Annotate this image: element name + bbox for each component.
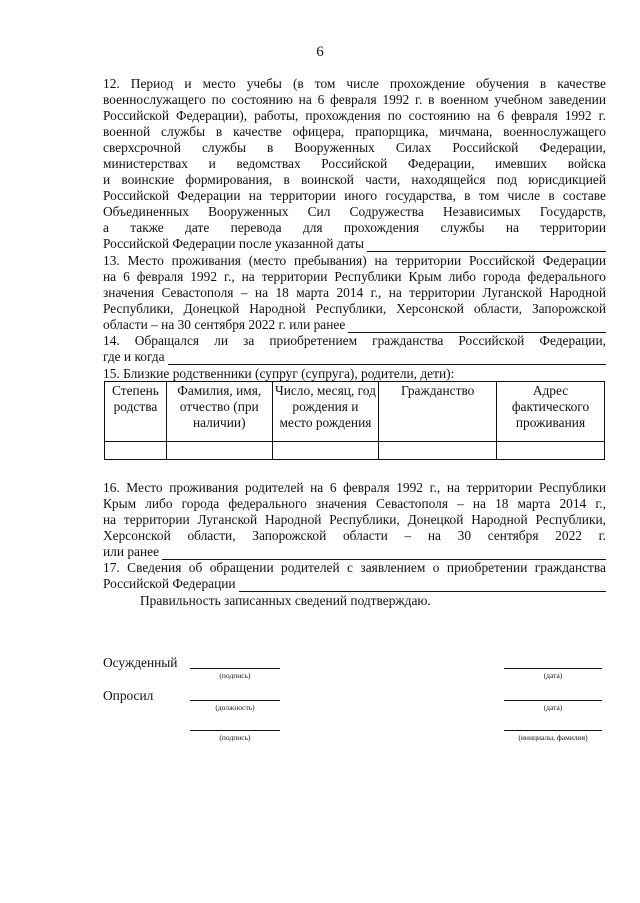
column-header-citizenship: Гражданство <box>379 382 497 442</box>
item12-line: военнослужащего по состоянию на 6 февраля 1992 г. в военном учебном заведении <box>103 92 606 107</box>
item13-line: Республики, Донецкой Народной Республики, Херсонской области, Запорожской <box>103 301 606 316</box>
table-cell[interactable] <box>166 442 272 460</box>
item13-last-line: области – на 30 сентября 2022 г. или ранее <box>103 317 346 332</box>
item17-answer-field[interactable] <box>239 579 606 592</box>
interviewer-name-line[interactable] <box>504 730 602 731</box>
item12-line: министерствах и ведомствах Российской Федерации, имевших войска <box>103 156 606 171</box>
item16-answer-row <box>103 544 606 560</box>
item16-line: Херсонской области, Запорожской области – на 30 сентября 2022 г. <box>103 528 606 543</box>
column-header-relation: Степень родства <box>105 382 167 442</box>
item13-line: на 6 февраля 1992 г., на территории Республики Крым либо города федерального <box>103 269 606 284</box>
table-cell[interactable] <box>497 442 605 460</box>
item12-line: сверхсрочной службы в Вооруженных Силах Российской Федерации, <box>103 140 606 155</box>
item14-last-line: где и когда <box>103 349 165 364</box>
caption-position: (должность) <box>215 703 255 712</box>
item12-line: 12. Период и место учебы (в том числе прохождение обучения в качестве <box>103 76 606 91</box>
convicted-label: Осужденный <box>103 655 178 670</box>
convicted-date-line[interactable] <box>504 668 602 669</box>
item12-last-line: Российской Федерации после указанной даты <box>103 236 365 251</box>
convicted-signature-line[interactable] <box>190 668 280 669</box>
item16-line: на территории Луганской Народной Республики, Донецкой Народной Республики, <box>103 512 606 527</box>
confirmation-text: Правильность записанных сведений подтверждаю. <box>140 593 431 608</box>
item16-line: 16. Место проживания родителей на 6 февраля 1992 г., на территории Республики <box>103 480 606 495</box>
item17-answer-row <box>103 576 606 592</box>
item12-line: Российской Федерации), работы, прохождения по состоянию на 6 февраля 1992 г. <box>103 108 606 123</box>
interviewer-label: Опросил <box>103 688 154 703</box>
item15-title: 15. Близкие родственники (супруг (супруга), родители, дети): <box>103 366 455 381</box>
table-cell[interactable] <box>272 442 379 460</box>
item13-answer-field[interactable] <box>348 320 606 333</box>
relatives-table <box>104 381 605 460</box>
item14-line: 14. Обращался ли за приобретением гражданства Российской Федерации, <box>103 333 606 348</box>
item12-line: и воинские формирования, в воинской части, находящейся под юрисдикцией <box>103 172 606 187</box>
table-cell[interactable] <box>105 442 167 460</box>
item17-last-line: Российской Федерации <box>103 576 236 591</box>
table-cell[interactable] <box>379 442 497 460</box>
item12-line: а также дате перевода для прохождения службы на территории <box>103 220 606 235</box>
caption-signature: (подпись) <box>219 671 251 680</box>
item17-line: 17. Сведения об обращении родителей с заявлением о приобретении гражданства <box>103 560 606 575</box>
caption-signature: (подпись) <box>219 733 251 742</box>
item12-answer-row <box>103 236 606 252</box>
item12-answer-field[interactable] <box>367 239 606 252</box>
column-header-birth: Число, месяц, год рождения и место рождения <box>272 382 379 442</box>
relatives-table-header <box>105 382 605 442</box>
item13-line: значения Севастополя – на 18 марта 2014 г., на территории Луганской Народной <box>103 285 606 300</box>
item16-answer-field[interactable] <box>162 547 606 560</box>
page-number: 6 <box>316 44 324 60</box>
item12-line: Объединенных Вооруженных Сил Содружества Независимых Государств, <box>103 204 606 219</box>
item16-last-line: или ранее <box>103 544 160 559</box>
column-header-full-name: Фамилия, имя, отчество (при наличии) <box>166 382 272 442</box>
item16-line: Крым либо города федерального значения Севастополя – на 18 марта 2014 г., <box>103 496 606 511</box>
item13-answer-row <box>103 317 606 333</box>
column-header-address: Адрес фактического проживания <box>497 382 605 442</box>
caption-date: (дата) <box>543 703 563 712</box>
interviewer-signature-line[interactable] <box>190 730 280 731</box>
item14-answer-row <box>103 349 606 365</box>
interviewer-date-line[interactable] <box>504 700 602 701</box>
item12-line: военной службы в качестве офицера, прапорщика, мичмана, военнослужащего <box>103 124 606 139</box>
item14-answer-field[interactable] <box>168 352 606 365</box>
table-row <box>105 442 605 460</box>
interviewer-position-line[interactable] <box>190 700 280 701</box>
item12-line: Российской Федерации на территории иного государства, в том числе в составе <box>103 188 606 203</box>
item13-line: 13. Место проживания (место пребывания) на территории Российской Федерации <box>103 253 606 268</box>
caption-initials: (инициалы, фамилия) <box>518 733 588 742</box>
caption-date: (дата) <box>543 671 563 680</box>
